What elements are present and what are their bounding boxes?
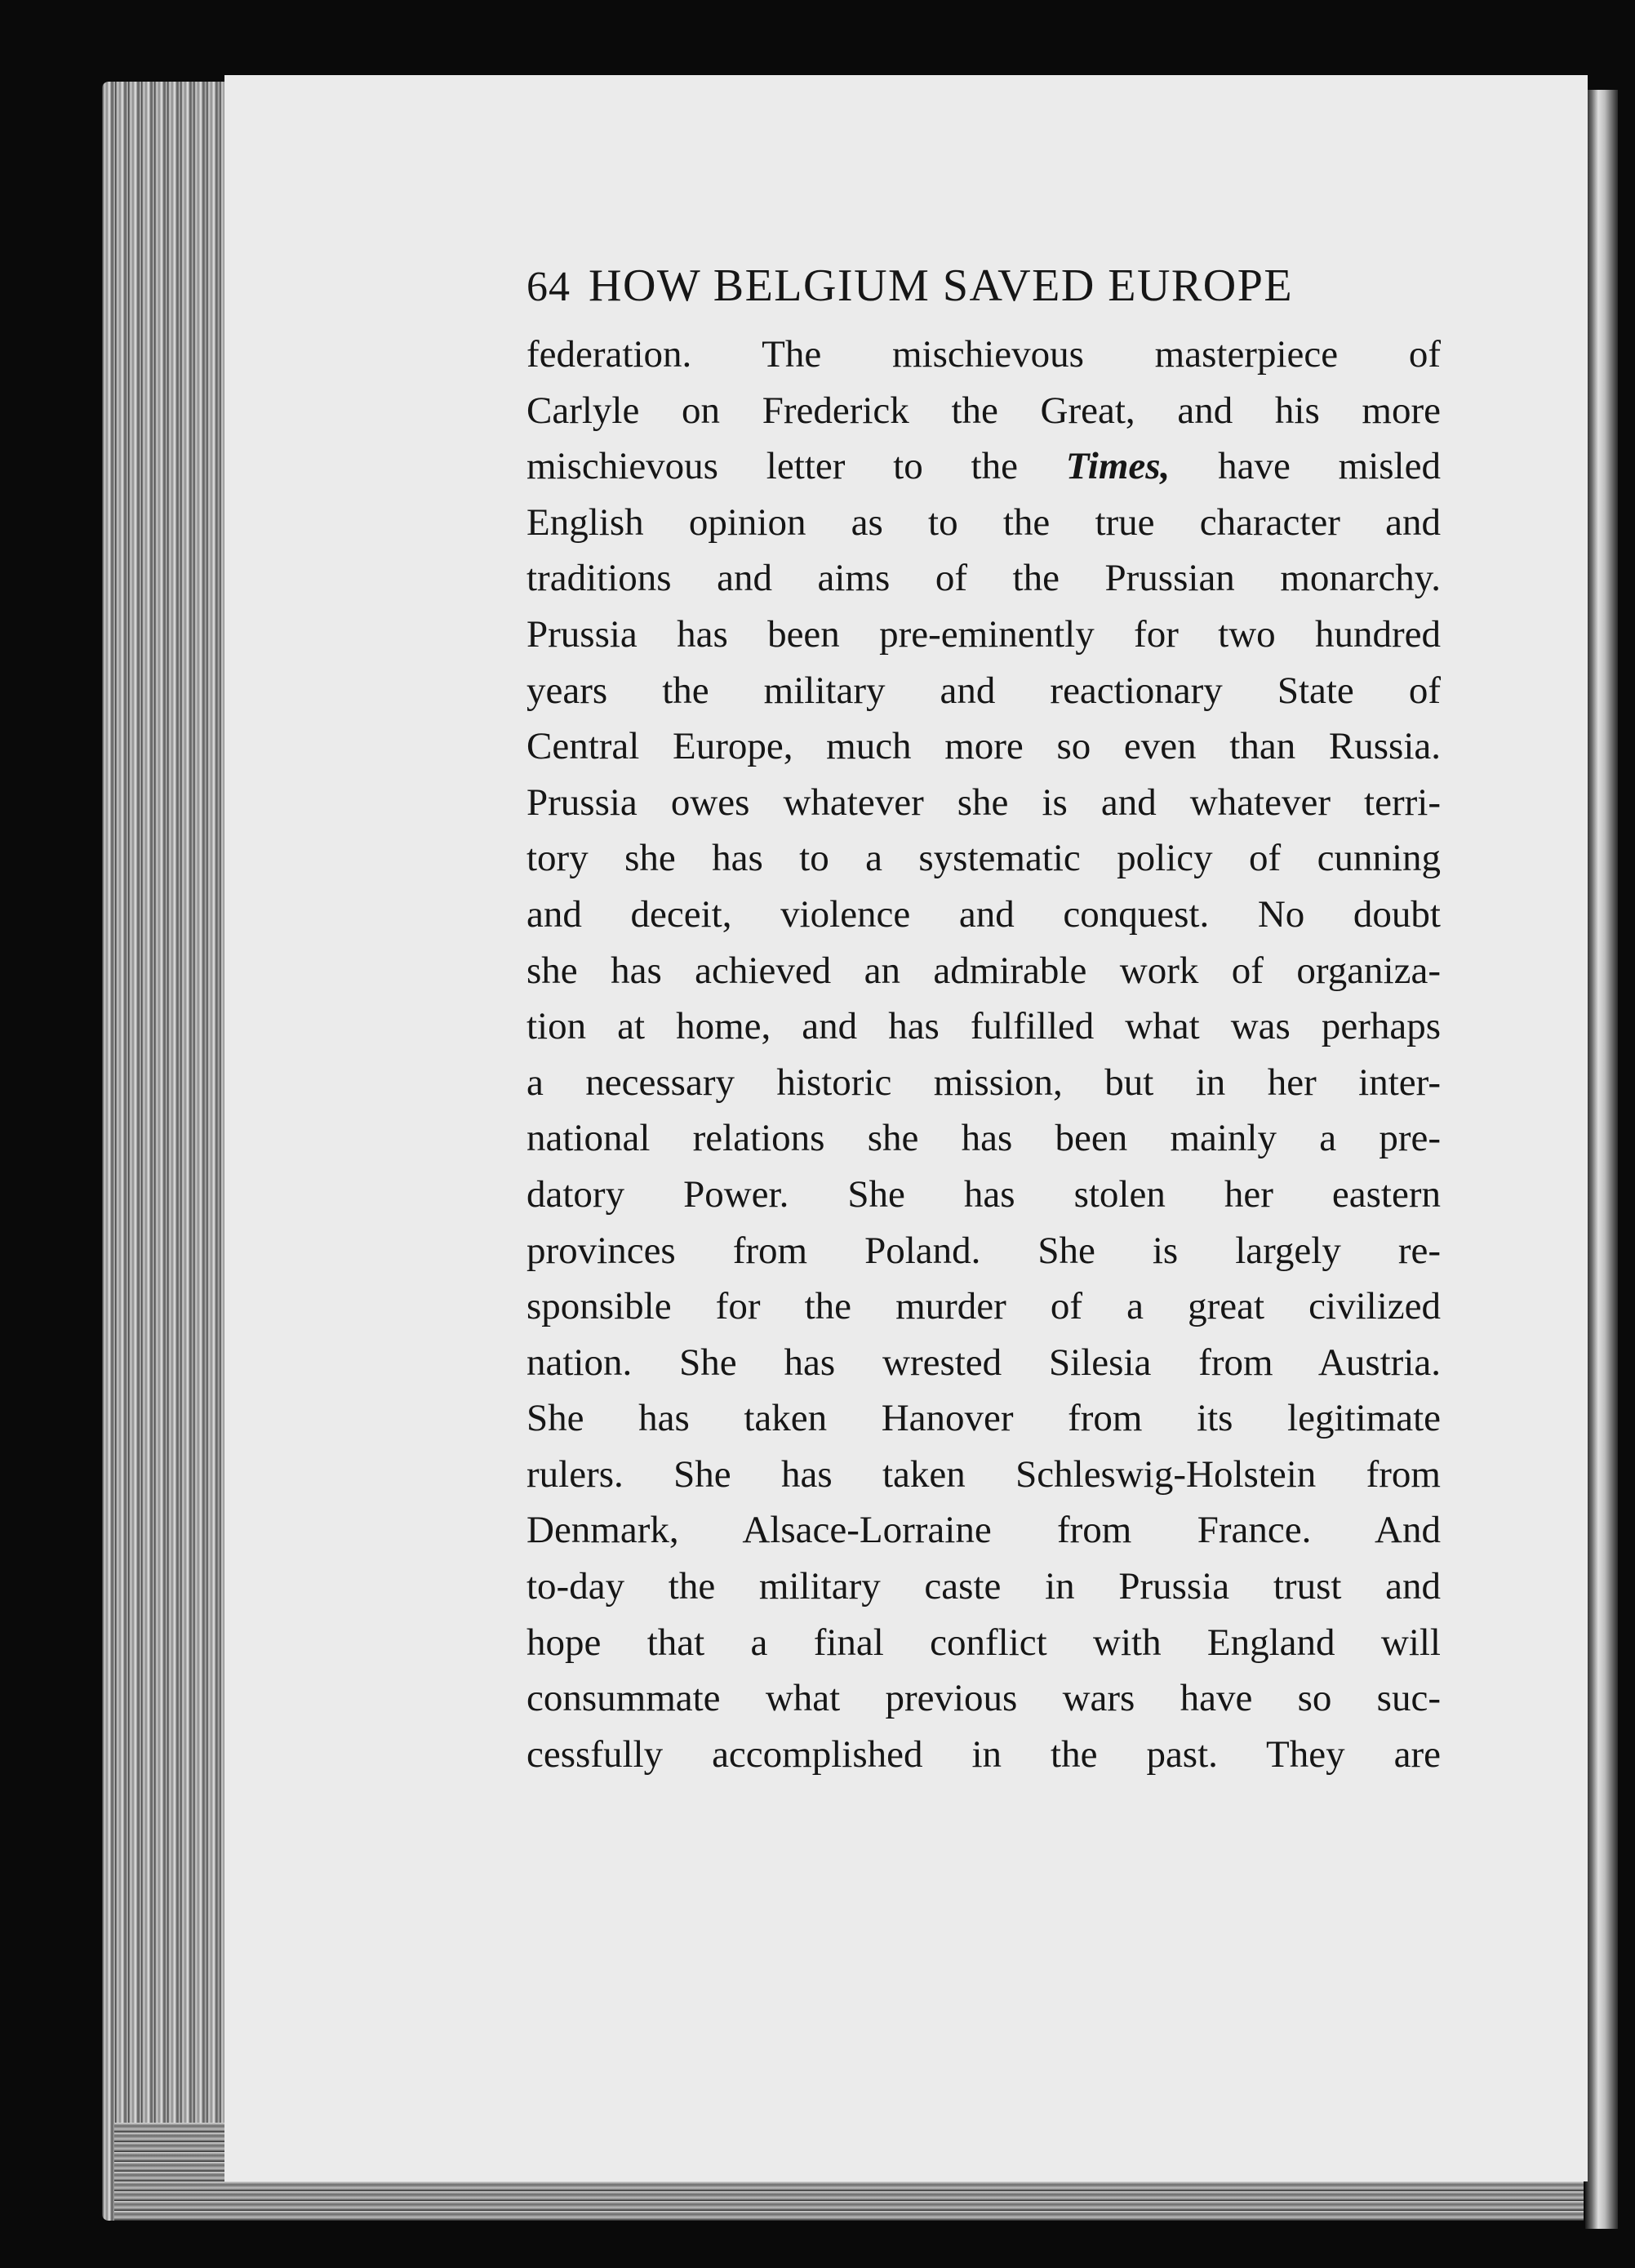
text-line: Denmark, Alsace-Lorraine from France. And	[526, 1509, 1441, 1552]
line-part: have misled	[1170, 445, 1441, 488]
italic-title: Times,	[1065, 445, 1171, 488]
text-line: Carlyle on Frederick the Great, and his more	[526, 389, 1441, 432]
text-line: cessfully accomplished in the past. They are	[526, 1732, 1441, 1776]
line-part: mischievous letter to the	[526, 445, 1066, 488]
page-edges-left	[102, 82, 233, 2221]
text-line: She has taken Hanover from its legitimate	[526, 1397, 1441, 1440]
text-line: to-day the military caste in Prussia trust and	[526, 1565, 1441, 1608]
text-line: datory Power. She has stolen her eastern	[526, 1172, 1441, 1216]
text-line: hope that a final conflict with England will	[526, 1621, 1441, 1664]
text-line: rulers. She has taken Schleswig-Holstein from	[526, 1452, 1441, 1496]
text-line: nation. She has wrested Silesia from Austria.	[526, 1341, 1441, 1384]
page-text	[526, 260, 1441, 1782]
body-text	[526, 327, 1441, 1782]
text-line: a necessary historic mission, but in her inter-	[526, 1061, 1441, 1104]
text-line: Prussia has been pre-eminently for two hundred	[526, 612, 1441, 656]
text-line: consummate what previous wars have so suc-	[526, 1677, 1441, 1720]
running-title: HOW BELGIUM SAVED EUROPE	[589, 260, 1294, 311]
page-edge-right	[1585, 90, 1618, 2229]
text-line: and deceit, violence and conquest. No doubt	[526, 892, 1441, 936]
text-line: Central Europe, much more so even than Russia.	[526, 725, 1441, 768]
page-number: 64	[526, 264, 571, 310]
text-line: traditions and aims of the Prussian monarchy.	[526, 557, 1441, 600]
text-line: years the military and reactionary State of	[526, 669, 1441, 712]
text-line: federation. The mischievous masterpiece of	[526, 333, 1441, 376]
text-line: English opinion as to the true character and	[526, 500, 1441, 544]
text-line-with-italic	[526, 438, 1441, 495]
text-line: provinces from Poland. She is largely re-	[526, 1229, 1441, 1272]
running-head	[526, 260, 1441, 325]
text-line: national relations she has been mainly a pre-	[526, 1117, 1441, 1160]
text-line: she has achieved an admirable work of organiza-	[526, 949, 1441, 992]
text-line: tory she has to a systematic policy of cunning	[526, 837, 1441, 880]
text-line: Prussia owes whatever she is and whatever terri-	[526, 780, 1441, 824]
text-line: sponsible for the murder of a great civilized	[526, 1285, 1441, 1328]
text-line: tion at home, and has fulfilled what was perhaps	[526, 1005, 1441, 1048]
